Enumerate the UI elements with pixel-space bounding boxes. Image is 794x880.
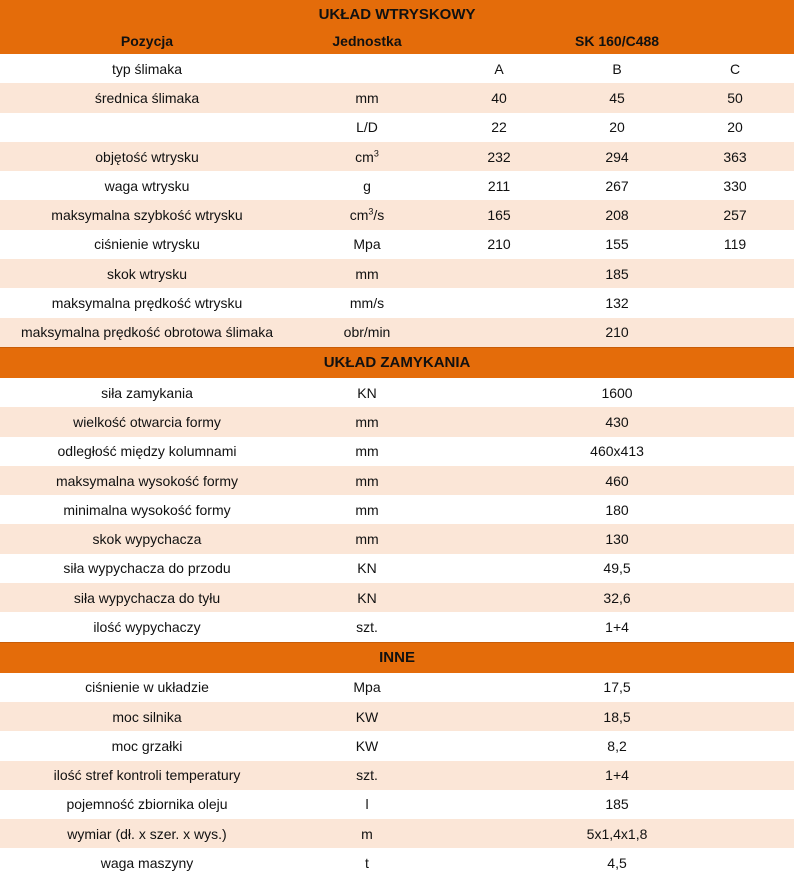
- table-row: [0, 819, 794, 848]
- value-cell-c: 119: [676, 230, 794, 259]
- value-cell: 130: [440, 524, 794, 553]
- unit-cell: [294, 54, 440, 83]
- value-cell: 1+4: [440, 612, 794, 642]
- position-cell: maksymalna prędkość obrotowa ślimaka: [0, 318, 294, 348]
- table-row: [0, 83, 794, 112]
- value-cell: 132: [440, 288, 794, 317]
- position-cell: maksymalna prędkość wtrysku: [0, 288, 294, 317]
- position-cell: skok wtrysku: [0, 259, 294, 288]
- unit-cell: KN: [294, 554, 440, 583]
- value-cell: 210: [440, 318, 794, 348]
- value-cell-b: B: [558, 54, 676, 83]
- unit-cell: mm: [294, 407, 440, 436]
- unit-cell: KN: [294, 378, 440, 407]
- table-row: [0, 318, 794, 348]
- value-cell: 460: [440, 466, 794, 495]
- table-row: [0, 437, 794, 466]
- table-row: [0, 230, 794, 259]
- unit-cell: [294, 142, 440, 171]
- position-cell: ilość wypychaczy: [0, 612, 294, 642]
- column-header-row: [0, 28, 794, 54]
- section-header-injection: [0, 0, 794, 28]
- unit-base: cm: [349, 207, 369, 224]
- value-cell-b: 45: [558, 83, 676, 112]
- value-cell-a: 165: [440, 200, 558, 229]
- value-cell: 4,5: [440, 848, 794, 877]
- table-row: [0, 524, 794, 553]
- position-cell: pojemność zbiornika oleju: [0, 790, 294, 819]
- unit-cell: l: [294, 790, 440, 819]
- position-cell: objętość wtrysku: [0, 142, 294, 171]
- table-row: [0, 731, 794, 760]
- column-header-position: Pozycja: [0, 28, 294, 54]
- section-title-other: INNE: [0, 642, 794, 673]
- value-cell: 180: [440, 495, 794, 524]
- value-cell-a: 232: [440, 142, 558, 171]
- unit-cell: mm/s: [294, 288, 440, 317]
- unit-cell: m: [294, 819, 440, 848]
- table-row: [0, 761, 794, 790]
- table-row: [0, 848, 794, 877]
- value-cell-a: 40: [440, 83, 558, 112]
- table-row: [0, 554, 794, 583]
- unit-base: cm: [355, 148, 374, 165]
- position-cell: moc silnika: [0, 702, 294, 731]
- position-cell: wielkość otwarcia formy: [0, 407, 294, 436]
- value-cell: 185: [440, 790, 794, 819]
- table-row: [0, 702, 794, 731]
- value-cell-b: 20: [558, 113, 676, 142]
- section-header-clamping: [0, 347, 794, 378]
- position-cell: waga maszyny: [0, 848, 294, 877]
- unit-superscript: 3: [373, 147, 379, 158]
- table-row: [0, 259, 794, 288]
- value-cell-a: 22: [440, 113, 558, 142]
- unit-cell: Mpa: [294, 673, 440, 702]
- unit-cell: szt.: [294, 612, 440, 642]
- value-cell: 1+4: [440, 761, 794, 790]
- table-row: [0, 54, 794, 83]
- unit-cell: mm: [294, 466, 440, 495]
- table-row: [0, 288, 794, 317]
- value-cell: 430: [440, 407, 794, 436]
- table-row: [0, 612, 794, 642]
- table-row: [0, 378, 794, 407]
- position-cell: maksymalna szybkość wtrysku: [0, 200, 294, 229]
- unit-cell: KN: [294, 583, 440, 612]
- value-cell-b: 155: [558, 230, 676, 259]
- position-cell: moc grzałki: [0, 731, 294, 760]
- value-cell: 460x413: [440, 437, 794, 466]
- value-cell: 49,5: [440, 554, 794, 583]
- value-cell: 1600: [440, 378, 794, 407]
- section-title-clamping: UKŁAD ZAMYKANIA: [0, 347, 794, 378]
- unit-cell: mm: [294, 83, 440, 112]
- unit-cell: KW: [294, 731, 440, 760]
- value-cell: 32,6: [440, 583, 794, 612]
- value-cell-b: 294: [558, 142, 676, 171]
- unit-cell: KW: [294, 702, 440, 731]
- value-cell-c: 330: [676, 171, 794, 200]
- unit-cell: szt.: [294, 761, 440, 790]
- unit-cell: t: [294, 848, 440, 877]
- position-cell: maksymalna wysokość formy: [0, 466, 294, 495]
- unit-cell: Mpa: [294, 230, 440, 259]
- value-cell-c: C: [676, 54, 794, 83]
- value-cell-c: 50: [676, 83, 794, 112]
- position-cell: minimalna wysokość formy: [0, 495, 294, 524]
- other-rows: [0, 673, 794, 878]
- value-cell-c: 257: [676, 200, 794, 229]
- table-row: [0, 673, 794, 702]
- position-cell: ilość stref kontroli temperatury: [0, 761, 294, 790]
- section-title-injection: UKŁAD WTRYSKOWY: [0, 0, 794, 28]
- table-row: [0, 583, 794, 612]
- position-cell: waga wtrysku: [0, 171, 294, 200]
- column-header-unit: Jednostka: [294, 28, 440, 54]
- unit-cell: obr/min: [294, 318, 440, 348]
- position-cell: wymiar (dł. x szer. x wys.): [0, 819, 294, 848]
- position-cell: ciśnienie w układzie: [0, 673, 294, 702]
- unit-cell: mm: [294, 437, 440, 466]
- unit-cell: L/D: [294, 113, 440, 142]
- value-cell-a: 211: [440, 171, 558, 200]
- position-cell: siła zamykania: [0, 378, 294, 407]
- column-header-model: SK 160/C488: [440, 28, 794, 54]
- position-cell: siła wypychacza do przodu: [0, 554, 294, 583]
- clamping-rows: [0, 378, 794, 642]
- table-row: [0, 407, 794, 436]
- table-row: [0, 171, 794, 200]
- value-cell-b: 208: [558, 200, 676, 229]
- position-cell: siła wypychacza do tyłu: [0, 583, 294, 612]
- unit-cell: [294, 200, 440, 229]
- unit-superscript: 3: [368, 206, 374, 217]
- value-cell-c: 363: [676, 142, 794, 171]
- table-row: [0, 495, 794, 524]
- position-cell: odległość między kolumnami: [0, 437, 294, 466]
- injection-rows: [0, 54, 794, 347]
- unit-tail: /s: [373, 207, 385, 224]
- value-cell: 17,5: [440, 673, 794, 702]
- unit-cell: g: [294, 171, 440, 200]
- value-cell: 18,5: [440, 702, 794, 731]
- table-row: [0, 113, 794, 142]
- position-cell: ciśnienie wtrysku: [0, 230, 294, 259]
- unit-cell: mm: [294, 524, 440, 553]
- table-row: [0, 466, 794, 495]
- value-cell-b: 267: [558, 171, 676, 200]
- table-row: [0, 790, 794, 819]
- unit-cell: mm: [294, 259, 440, 288]
- value-cell: 185: [440, 259, 794, 288]
- unit-cell: mm: [294, 495, 440, 524]
- position-cell: skok wypychacza: [0, 524, 294, 553]
- value-cell-a: 210: [440, 230, 558, 259]
- value-cell: 8,2: [440, 731, 794, 760]
- position-cell: średnica ślimaka: [0, 83, 294, 112]
- value-cell-a: A: [440, 54, 558, 83]
- table-row: [0, 200, 794, 229]
- value-cell-c: 20: [676, 113, 794, 142]
- table-row: [0, 142, 794, 171]
- position-cell: [0, 113, 294, 142]
- value-cell: 5x1,4x1,8: [440, 819, 794, 848]
- section-header-other: [0, 642, 794, 673]
- position-cell: typ ślimaka: [0, 54, 294, 83]
